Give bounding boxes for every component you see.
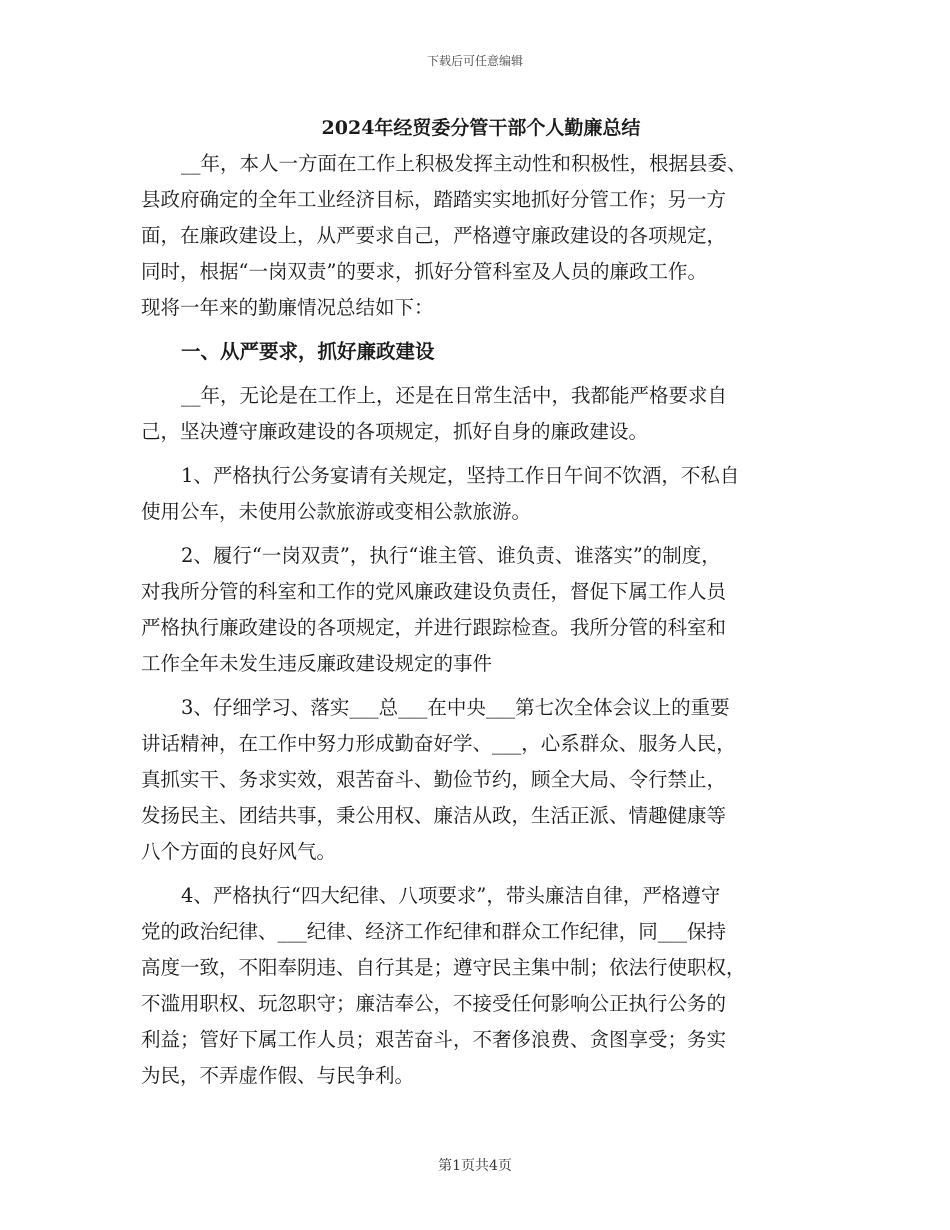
text-line: 面，在廉政建设上，从严要求自己，严格遵守廉政建设的各项规定， (141, 224, 727, 247)
text-line: 一、从严要求，抓好廉政建设 (181, 340, 435, 363)
section-heading (141, 334, 821, 370)
text-line: 工作全年未发生违反廉政建设规定的事件 (141, 652, 493, 675)
text-line: 高度一致，不阳奉阴违、自行其是；遵守民主集中制；依法行使职权， (141, 956, 746, 979)
text-line: 使用公车，未使用公款旅游或变相公款旅游。 (141, 500, 532, 523)
text-line: 对我所分管的科室和工作的党风廉政建设负责任，督促下属工作人员 (141, 580, 727, 603)
page-number: 第1页共4页 (438, 1158, 512, 1174)
text-line: 4、严格执行“四大纪律、八项要求”，带头廉洁自律，严格遵守 (181, 884, 721, 907)
text-line: 利益；管好下属工作人员；艰苦奋斗，不奢侈浪费、贪图享受；务实 (141, 1028, 727, 1051)
paragraph (141, 378, 821, 450)
text-line: 为民，不弄虚作假、与民争利。 (141, 1064, 415, 1087)
text-line: 党的政治纪律、___纪律、经济工作纪律和群众工作纪律，同___保持 (141, 920, 727, 943)
text-line: 2、履行“一岗双责”，执行“谁主管、谁负责、谁落实”的制度， (181, 544, 721, 567)
text-line: 讲话精神，在工作中努力形成勤奋好学、___，心系群众、服务人民， (141, 732, 736, 755)
text-line: 同时，根据“一岗双责”的要求，抓好分管科室及人员的廉政工作。 (141, 260, 707, 283)
document-title: 2024年经贸委分管干部个人勤廉总结 (321, 117, 641, 139)
text-line: 己，坚决遵守廉政建设的各项规定，抓好自身的廉政建设。 (141, 420, 649, 443)
text-line: 3、仔细学习、落实___总___在中央___第七次全体会议上的重要 (181, 696, 730, 719)
paragraph-item-3 (141, 690, 821, 870)
header-note: 下载后可任意编辑 (426, 54, 523, 68)
text-line: __年，本人一方面在工作上积极发挥主动性和积极性，根据县委、 (181, 152, 747, 175)
paragraph-intro (141, 146, 821, 326)
text-line: 严格执行廉政建设的各项规定，并进行跟踪检查。我所分管的科室和 (141, 616, 727, 639)
text-line: 真抓实干、务求实效，艰苦奋斗、勤俭节约，顾全大局、令行禁止， (141, 768, 727, 791)
text-line: 现将一年来的勤廉情况总结如下： (141, 296, 434, 319)
paragraph-item-1 (141, 458, 821, 530)
text-line: 发扬民主、团结共事，秉公用权、廉洁从政，生活正派、情趣健康等 (141, 804, 727, 827)
text-line: __年，无论是在工作上，还是在日常生活中，我都能严格要求自 (181, 384, 728, 407)
text-line: 不滥用职权、玩忽职守；廉洁奉公，不接受任何影响公正执行公务的 (141, 992, 727, 1015)
text-line: 八个方面的良好风气。 (141, 840, 337, 863)
text-line: 1、严格执行公务宴请有关规定，坚持工作日午间不饮酒，不私自 (181, 464, 740, 487)
text-line: 县政府确定的全年工业经济目标，踏踏实实地抓好分管工作；另一方 (141, 188, 727, 211)
document-body (141, 110, 821, 1094)
paragraph-item-4 (141, 878, 821, 1094)
paragraph-item-2 (141, 538, 821, 682)
